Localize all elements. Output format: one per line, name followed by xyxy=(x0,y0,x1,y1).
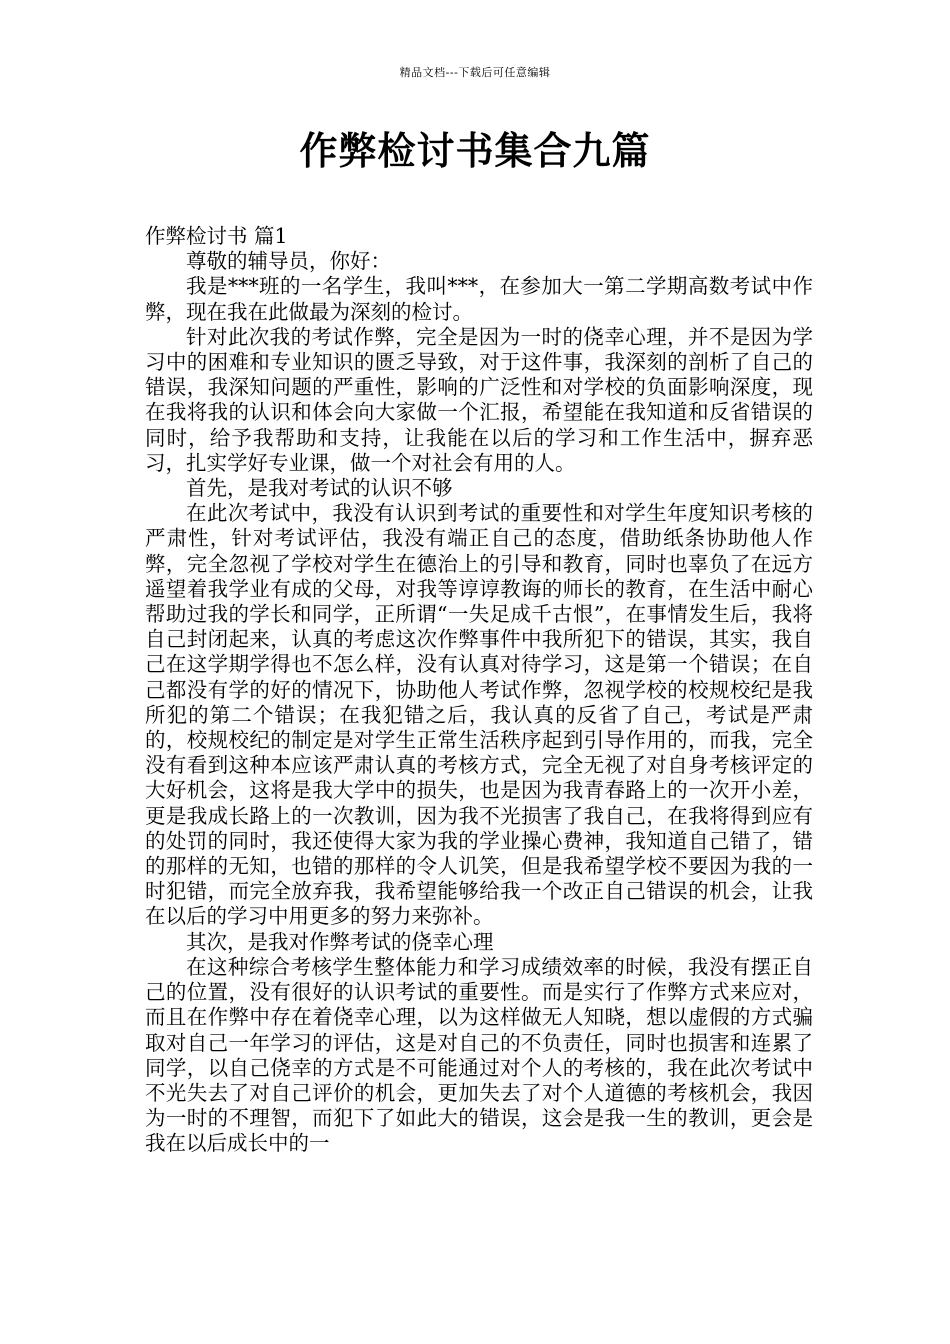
paragraph-reflection: 针对此次我的考试作弊，完全是因为一时的侥幸心理，并不是因为学习中的困难和专业知识的匮乏导致，对于这件事，我深刻的剖析了自己的错误，我深知问题的严重性，影响的广泛性和对学校的负面影响深度，现在我将我的认识和体会向大家做一个汇报，希望能在我知道和反省错误的同时，给予我帮助和支持，让我能在以后的学习和工作生活中，摒弃恶习，扎实学好专业课，做一个对社会有用的人。 xyxy=(145,324,813,475)
section-heading: 作弊检讨书 篇1 xyxy=(145,224,288,248)
subheading-first: 首先，是我对考试的认识不够 xyxy=(186,476,453,501)
subheading-second: 其次，是我对作弊考试的侥幸心理 xyxy=(186,929,494,954)
paragraph-second-point: 在这种综合考核学生整体能力和学习成绩效率的时候，我没有摆正自己的位置，没有很好的认识考试的重要性。而是实行了作弊方式来应对，而且在作弊中存在着侥幸心理，以为这样做无人知晓，想以虚假的方式骗取对自己一年学习的评估，这是对自己的不负责任，同时也损害和连累了同学，以自己侥幸的方式是不可能通过对个人的考核的，我在此次考试中不光失去了对自己评价的机会，更加失去了对个人道德的考核机会，我因为一时的不理智，而犯下了如此大的错误，这会是我一生的教训，更会是我在以后成长中的一 xyxy=(145,954,813,1156)
document-title: 作弊检讨书集合九篇 xyxy=(299,129,651,173)
header-note: 精品文档---下载后可任意编辑 xyxy=(399,66,551,79)
salutation: 尊敬的辅导员，你好： xyxy=(186,249,391,274)
paragraph-first-point: 在此次考试中，我没有认识到考试的重要性和对学生年度知识考核的严肃性，针对考试评估，我没有端正自己的态度，借助纸条协助他人作弊，完全忽视了学校对学生在德治上的引导和教育，同时也辜负了在远方遥望着我学业有成的父母，对我等谆谆教诲的师长的教育，在生活中耐心帮助过我的学长和同学，正所谓“一失足成千古恨”，在事情发生后，我将自己封闭起来，认真的考虑这次作弊事件中我所犯下的错误，其实，我自己在这学期学得也不怎么样，没有认真对待学习，这是第一个错误；在自己都没有学的好的情况下，协助他人考试作弊，忽视学校的校规校纪是我所犯的第二个错误；在我犯错之后，我认真的反省了自己，考试是严肃的，校规校纪的制定是对学生正常生活秩序起到引导作用的，而我，完全没有看到这种本应该严肃认真的考核方式，完全无视了对自身考核评定的大好机会，这将是我大学中的损失，也是因为我青春路上的一次开小差，更是我成长路上的一次教训，因为我不光损害了我自己，在我将得到应有的处罚的同时，我还使得大家为我的学业操心费神，我知道自己错了，错的那样的无知，也错的那样的令人讥笑，但是我希望学校不要因为我的一时犯错，而完全放弃我，我希望能够给我一个改正自己错误的机会，让我在以后的学习中用更多的努力来弥补。 xyxy=(145,501,813,929)
document-body xyxy=(145,224,813,1157)
paragraph-intro: 我是***班的一名学生，我叫***，在参加大一第二学期高数考试中作弊，现在我在此做最为深刻的检讨。 xyxy=(145,274,813,324)
